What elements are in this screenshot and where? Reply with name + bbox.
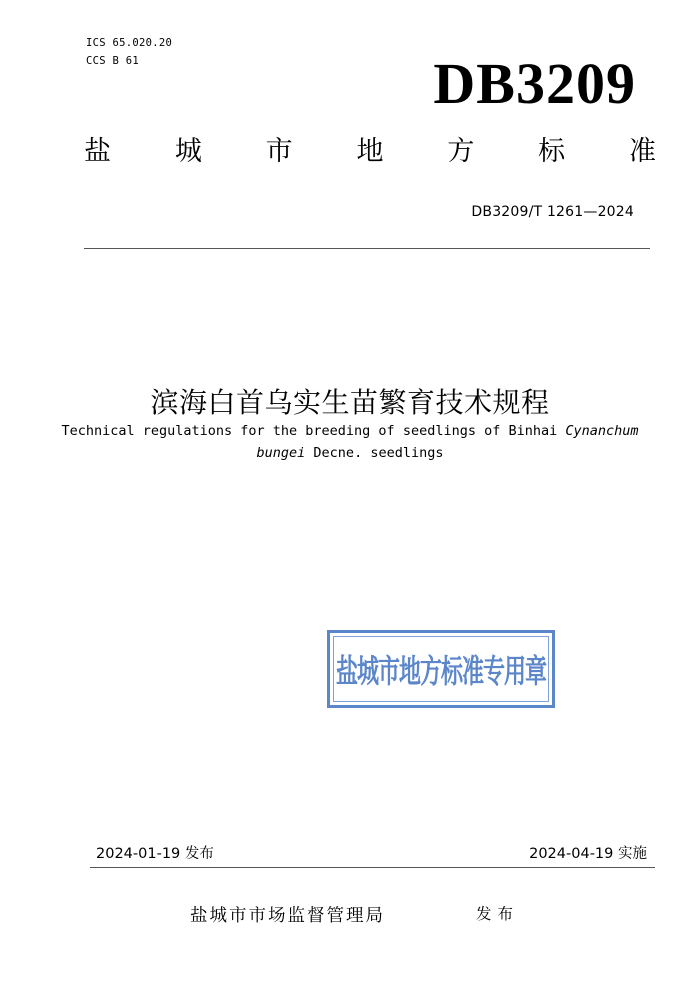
standard-logo: DB3209 [433, 51, 636, 116]
title-english-text: Decne. seedlings [305, 445, 444, 461]
top-divider [84, 248, 650, 249]
standard-type-char: 准 [628, 136, 656, 167]
issue-label: 发布 [476, 905, 520, 923]
document-title-english-line1 [0, 423, 700, 439]
title-english-latin-species: bungei [256, 445, 306, 461]
ccs-code: CCS B 61 [86, 55, 139, 67]
standard-type-char: 标 [538, 136, 566, 167]
title-english-latin-genus: Cynanchum [565, 423, 639, 439]
standard-type-char: 盐 [84, 136, 111, 167]
standard-type-char: 城 [174, 136, 202, 167]
bottom-divider [90, 867, 655, 868]
document-title-english-line2 [0, 445, 700, 461]
ics-code: ICS 65.020.20 [86, 37, 173, 49]
issuing-authority: 盐城市市场监督管理局 [190, 906, 385, 926]
standard-type-char: 市 [265, 136, 293, 167]
title-english-text: Technical regulations for the breeding of seedlings of Binhai [61, 423, 566, 439]
standard-number: DB3209/T 1261—2024 [471, 204, 634, 220]
implementation-date: 2024-04-19 实施 [529, 846, 647, 862]
document-title-chinese: 滨海白首乌实生苗繁育技术规程 [150, 386, 550, 419]
official-seal-stamp [327, 630, 555, 708]
standard-type-heading [84, 138, 656, 165]
issue-date: 2024-01-19 发布 [96, 846, 214, 862]
standard-type-char: 地 [356, 136, 384, 167]
stamp-text: 盐城市地方标准专用章 [335, 653, 546, 691]
standard-type-char: 方 [447, 136, 475, 167]
